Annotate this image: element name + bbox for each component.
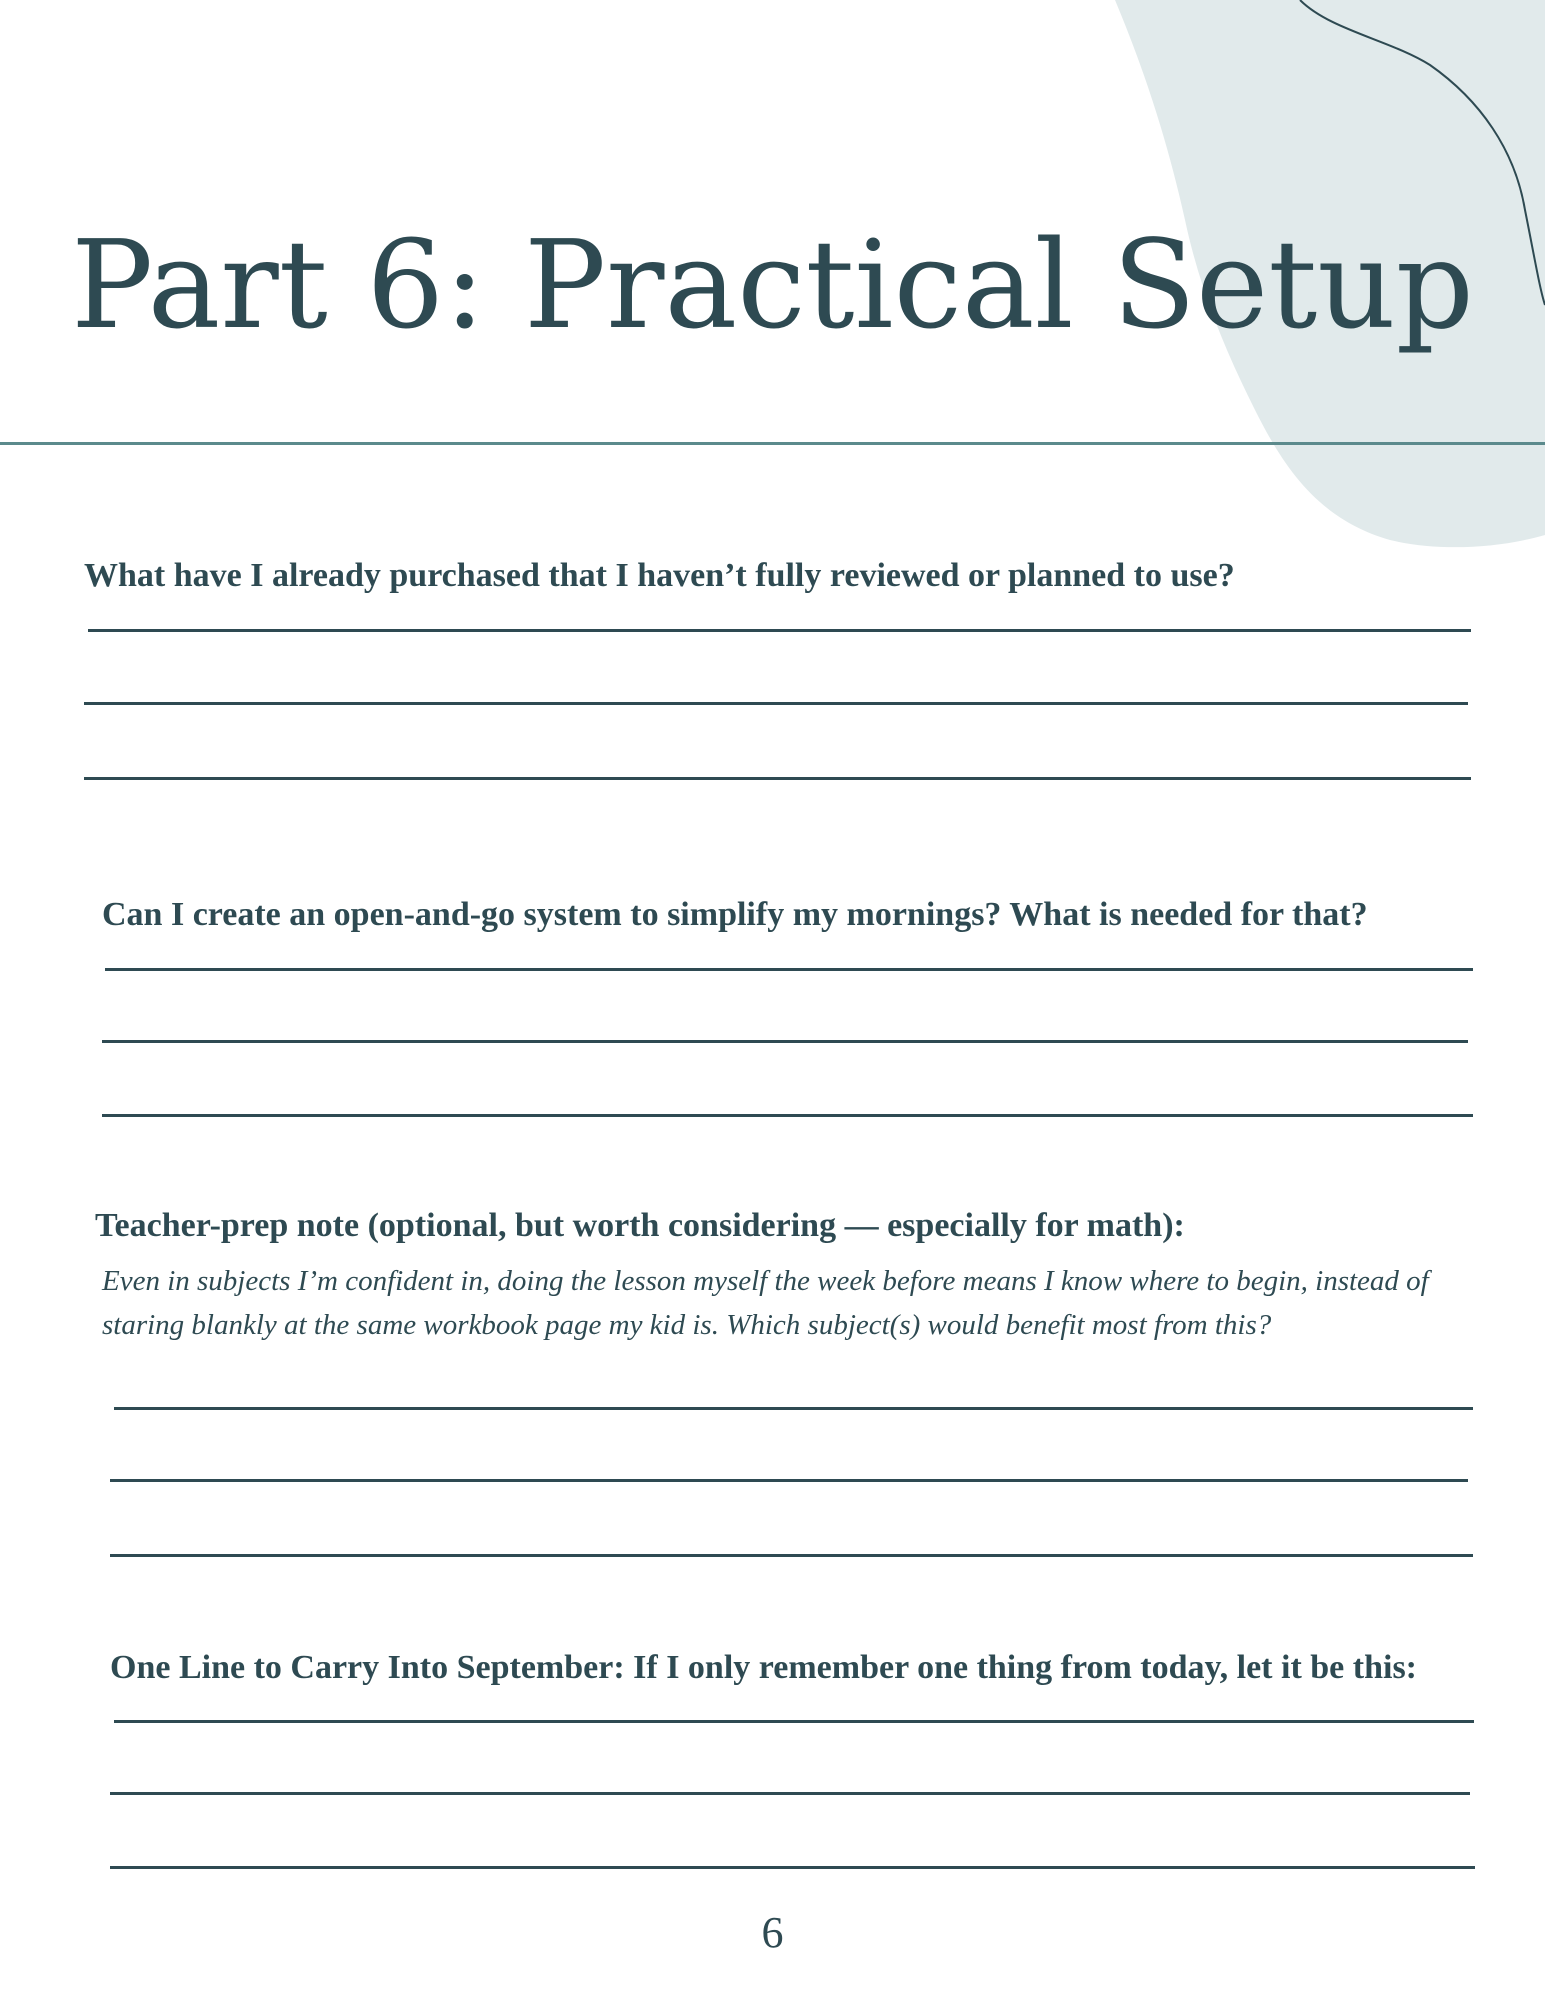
answer-line[interactable] (110, 1866, 1475, 1869)
answer-line[interactable] (88, 629, 1471, 632)
answer-line[interactable] (105, 968, 1473, 971)
teacher-prep-description: Even in subjects I’m confident in, doing the lesson myself the week before means I know where to begin, instead of staring blankly at the same workbook page my kid is. Which subject(s) would benefit most from this? (102, 1265, 1429, 1341)
answer-line[interactable] (110, 1554, 1473, 1557)
answer-line[interactable] (110, 1479, 1468, 1482)
answer-line[interactable] (114, 1720, 1474, 1723)
answer-line[interactable] (102, 1114, 1473, 1117)
answer-line[interactable] (84, 777, 1471, 780)
question-open-and-go-system: Can I create an open-and-go system to simplify my mornings? What is needed for that? (102, 896, 1368, 933)
question-one-line-september: One Line to Carry Into September: If I only remember one thing from today, let it be this: (110, 1649, 1417, 1686)
answer-line[interactable] (102, 1040, 1468, 1043)
title-divider (0, 442, 1545, 445)
question-purchased-materials: What have I already purchased that I haven’t fully reviewed or planned to use? (84, 557, 1235, 594)
page-number: 6 (761, 1908, 784, 1957)
page-title: Part 6: Practical Setup (71, 214, 1474, 356)
answer-line[interactable] (110, 1792, 1470, 1795)
question-teacher-prep-note: Teacher-prep note (optional, but worth considering — especially for math): (95, 1207, 1185, 1244)
answer-line[interactable] (84, 702, 1468, 705)
answer-line[interactable] (114, 1407, 1473, 1410)
